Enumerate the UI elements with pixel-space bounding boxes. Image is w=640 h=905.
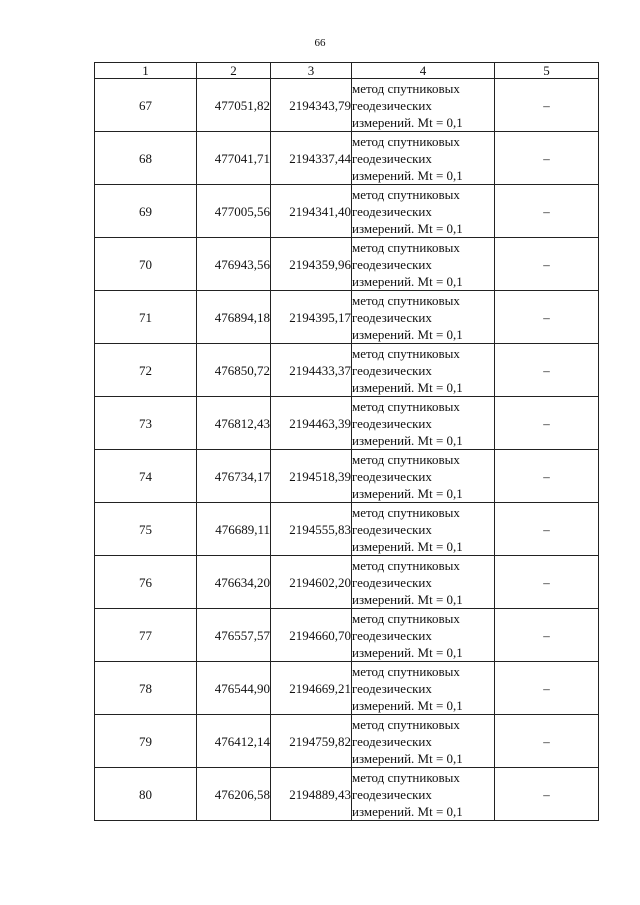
- method-line: метод спутниковых: [352, 557, 460, 573]
- method-cell: [352, 556, 495, 609]
- method-cell: [352, 79, 495, 132]
- y-coordinate-cell: 2194660,70: [271, 609, 352, 662]
- x-coordinate-cell: 477005,56: [197, 185, 271, 238]
- table-row: [95, 662, 599, 715]
- note-cell: –: [495, 715, 599, 768]
- method-line: геодезических: [352, 627, 432, 643]
- note-cell: –: [495, 238, 599, 291]
- method-line: геодезических: [352, 415, 432, 431]
- table-row: [95, 503, 599, 556]
- table-row: [95, 344, 599, 397]
- table-row: [95, 609, 599, 662]
- method-line: метод спутниковых: [352, 610, 460, 626]
- note-cell: –: [495, 344, 599, 397]
- point-number-cell: 67: [95, 79, 197, 132]
- method-line: измерений. Mt = 0,1: [352, 697, 463, 713]
- table-body: [95, 79, 599, 821]
- note-cell: –: [495, 79, 599, 132]
- x-coordinate-cell: 476943,56: [197, 238, 271, 291]
- x-coordinate-cell: 476894,18: [197, 291, 271, 344]
- method-cell: [352, 768, 495, 821]
- point-number-cell: 70: [95, 238, 197, 291]
- method-cell: [352, 503, 495, 556]
- header-col-2: 2: [197, 63, 271, 79]
- method-line: метод спутниковых: [352, 663, 460, 679]
- note-cell: –: [495, 609, 599, 662]
- method-line: геодезических: [352, 786, 432, 802]
- method-line: геодезических: [352, 733, 432, 749]
- point-number-cell: 77: [95, 609, 197, 662]
- note-cell: –: [495, 397, 599, 450]
- y-coordinate-cell: 2194433,37: [271, 344, 352, 397]
- point-number-cell: 69: [95, 185, 197, 238]
- table-row: [95, 556, 599, 609]
- y-coordinate-cell: 2194395,17: [271, 291, 352, 344]
- method-line: геодезических: [352, 203, 432, 219]
- x-coordinate-cell: 476734,17: [197, 450, 271, 503]
- x-coordinate-cell: 476812,43: [197, 397, 271, 450]
- x-coordinate-cell: 476412,14: [197, 715, 271, 768]
- point-number-cell: 76: [95, 556, 197, 609]
- y-coordinate-cell: 2194555,83: [271, 503, 352, 556]
- table-row: [95, 715, 599, 768]
- point-number-cell: 78: [95, 662, 197, 715]
- x-coordinate-cell: 476206,58: [197, 768, 271, 821]
- y-coordinate-cell: 2194463,39: [271, 397, 352, 450]
- method-cell: [352, 344, 495, 397]
- header-col-1: 1: [95, 63, 197, 79]
- note-cell: –: [495, 450, 599, 503]
- x-coordinate-cell: 476634,20: [197, 556, 271, 609]
- table-row: [95, 79, 599, 132]
- method-line: метод спутниковых: [352, 292, 460, 308]
- method-line: метод спутниковых: [352, 398, 460, 414]
- y-coordinate-cell: 2194602,20: [271, 556, 352, 609]
- x-coordinate-cell: 477051,82: [197, 79, 271, 132]
- method-line: геодезических: [352, 256, 432, 272]
- method-line: измерений. Mt = 0,1: [352, 220, 463, 236]
- method-cell: [352, 715, 495, 768]
- table-row: [95, 238, 599, 291]
- page-number: 66: [314, 37, 326, 49]
- coordinates-table: [94, 62, 599, 821]
- header-col-4: 4: [352, 63, 495, 79]
- note-cell: –: [495, 556, 599, 609]
- point-number-cell: 71: [95, 291, 197, 344]
- method-line: геодезических: [352, 362, 432, 378]
- point-number-cell: 75: [95, 503, 197, 556]
- method-cell: [352, 662, 495, 715]
- note-cell: –: [495, 185, 599, 238]
- method-line: измерений. Mt = 0,1: [352, 326, 463, 342]
- method-cell: [352, 609, 495, 662]
- note-cell: –: [495, 132, 599, 185]
- method-line: геодезических: [352, 521, 432, 537]
- y-coordinate-cell: 2194889,43: [271, 768, 352, 821]
- table-header-row: [95, 63, 599, 79]
- method-line: метод спутниковых: [352, 80, 460, 96]
- x-coordinate-cell: 476850,72: [197, 344, 271, 397]
- method-line: метод спутниковых: [352, 716, 460, 732]
- x-coordinate-cell: 477041,71: [197, 132, 271, 185]
- method-line: геодезических: [352, 309, 432, 325]
- point-number-cell: 80: [95, 768, 197, 821]
- note-cell: –: [495, 291, 599, 344]
- header-col-5: 5: [495, 63, 599, 79]
- method-line: метод спутниковых: [352, 239, 460, 255]
- method-cell: [352, 397, 495, 450]
- x-coordinate-cell: 476557,57: [197, 609, 271, 662]
- method-line: геодезических: [352, 150, 432, 166]
- table-row: [95, 132, 599, 185]
- method-line: измерений. Mt = 0,1: [352, 432, 463, 448]
- x-coordinate-cell: 476544,90: [197, 662, 271, 715]
- method-line: измерений. Mt = 0,1: [352, 538, 463, 554]
- point-number-cell: 73: [95, 397, 197, 450]
- header-col-3: 3: [271, 63, 352, 79]
- method-line: метод спутниковых: [352, 769, 460, 785]
- method-line: метод спутниковых: [352, 451, 460, 467]
- table-row: [95, 185, 599, 238]
- method-cell: [352, 132, 495, 185]
- y-coordinate-cell: 2194343,79: [271, 79, 352, 132]
- method-cell: [352, 185, 495, 238]
- point-number-cell: 79: [95, 715, 197, 768]
- y-coordinate-cell: 2194337,44: [271, 132, 352, 185]
- y-coordinate-cell: 2194759,82: [271, 715, 352, 768]
- y-coordinate-cell: 2194669,21: [271, 662, 352, 715]
- y-coordinate-cell: 2194359,96: [271, 238, 352, 291]
- method-line: измерений. Mt = 0,1: [352, 750, 463, 766]
- point-number-cell: 74: [95, 450, 197, 503]
- note-cell: –: [495, 662, 599, 715]
- method-cell: [352, 291, 495, 344]
- method-line: геодезических: [352, 97, 432, 113]
- method-line: измерений. Mt = 0,1: [352, 803, 463, 819]
- method-line: измерений. Mt = 0,1: [352, 485, 463, 501]
- method-line: измерений. Mt = 0,1: [352, 273, 463, 289]
- method-line: измерений. Mt = 0,1: [352, 167, 463, 183]
- method-line: геодезических: [352, 574, 432, 590]
- method-line: измерений. Mt = 0,1: [352, 379, 463, 395]
- point-number-cell: 68: [95, 132, 197, 185]
- y-coordinate-cell: 2194518,39: [271, 450, 352, 503]
- method-cell: [352, 450, 495, 503]
- point-number-cell: 72: [95, 344, 197, 397]
- method-line: измерений. Mt = 0,1: [352, 591, 463, 607]
- y-coordinate-cell: 2194341,40: [271, 185, 352, 238]
- x-coordinate-cell: 476689,11: [197, 503, 271, 556]
- method-cell: [352, 238, 495, 291]
- table-row: [95, 291, 599, 344]
- method-line: измерений. Mt = 0,1: [352, 114, 463, 130]
- method-line: метод спутниковых: [352, 186, 460, 202]
- note-cell: –: [495, 503, 599, 556]
- method-line: геодезических: [352, 468, 432, 484]
- method-line: метод спутниковых: [352, 133, 460, 149]
- table-row: [95, 397, 599, 450]
- method-line: метод спутниковых: [352, 345, 460, 361]
- method-line: измерений. Mt = 0,1: [352, 644, 463, 660]
- method-line: метод спутниковых: [352, 504, 460, 520]
- note-cell: –: [495, 768, 599, 821]
- method-line: геодезических: [352, 680, 432, 696]
- table-row: [95, 768, 599, 821]
- table-row: [95, 450, 599, 503]
